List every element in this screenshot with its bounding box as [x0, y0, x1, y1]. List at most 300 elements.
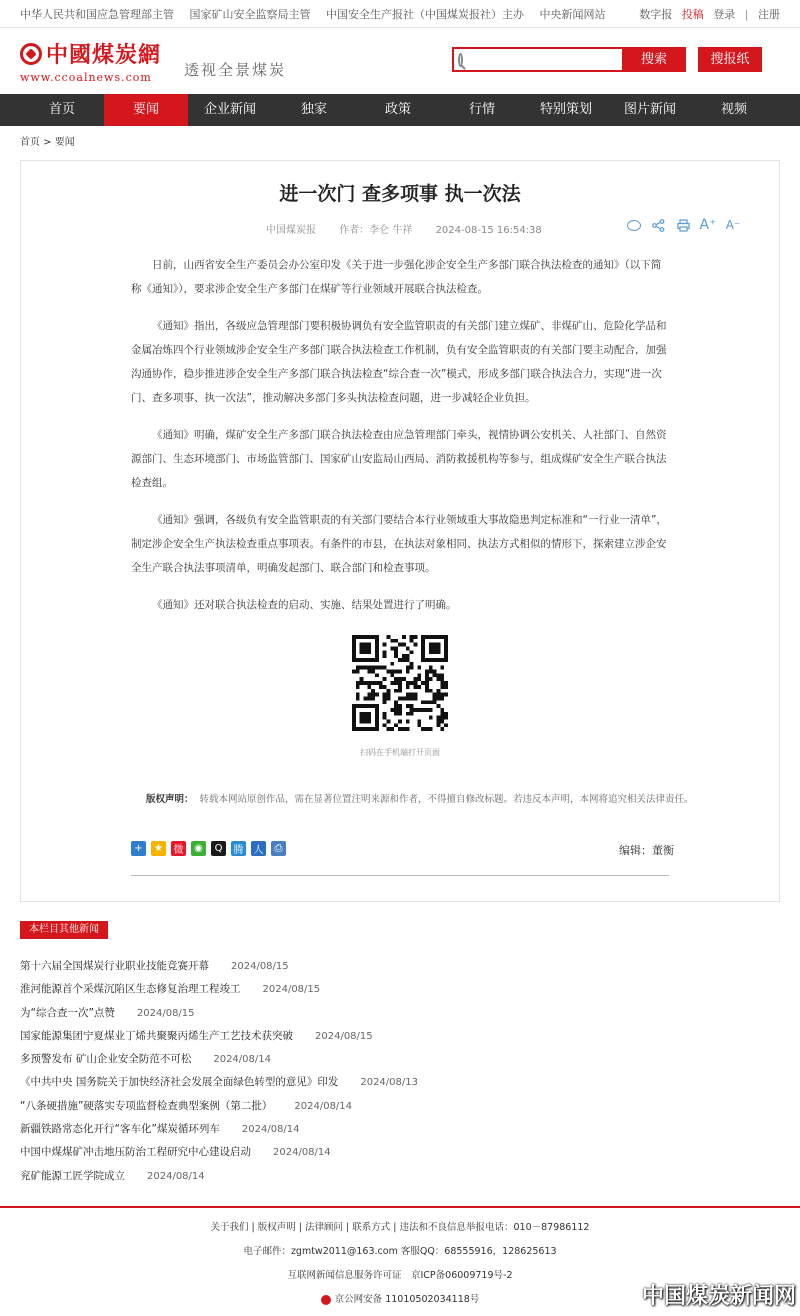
qr-module	[444, 635, 448, 639]
search-icon	[458, 53, 463, 67]
qr-module	[421, 654, 425, 658]
qr-module	[440, 727, 444, 731]
print-icon[interactable]: ⎙	[271, 841, 286, 856]
nav-exclusive[interactable]: 独家	[300, 102, 327, 117]
qr-module	[371, 670, 375, 674]
qr-module	[421, 647, 425, 651]
qr-module	[406, 654, 410, 658]
search-field	[452, 47, 622, 72]
qr-module	[394, 700, 398, 704]
qr-module	[444, 654, 448, 658]
watermark: 中国煤炭新闻网	[641, 1283, 796, 1309]
qr-module	[356, 635, 360, 639]
qr-module	[352, 712, 356, 716]
qr-module	[425, 670, 429, 674]
qr-module	[375, 716, 379, 720]
related-item-title[interactable]: 兖矿能源工匠学院成立	[20, 1169, 125, 1182]
qr-module	[394, 639, 398, 643]
footer-contact: 电子邮件：zgmtw2011@163.com 客服QQ：68555916，128625613	[243, 1246, 557, 1257]
qr-module	[356, 693, 360, 697]
qr-module	[375, 727, 379, 731]
qr-module	[406, 704, 410, 708]
qr-module	[367, 658, 371, 662]
qr-module	[436, 723, 440, 727]
qr-module	[421, 650, 425, 654]
search-button[interactable]: 搜索	[622, 47, 686, 72]
qr-module	[417, 666, 421, 670]
qr-module	[360, 716, 364, 720]
qr-module	[398, 643, 402, 647]
search-paper-button[interactable]: 搜报纸	[698, 47, 762, 72]
qr-module	[375, 693, 379, 697]
qr-module	[352, 670, 356, 674]
qr-module	[356, 670, 360, 674]
search-input[interactable]	[467, 49, 622, 70]
qr-module	[398, 712, 402, 716]
qr-module	[421, 708, 425, 712]
search-bar	[452, 47, 686, 72]
qr-module	[367, 643, 371, 647]
nav-enterprise-news[interactable]: 企业新闻	[203, 102, 256, 117]
qr-module	[413, 681, 417, 685]
logo-url: www.ccoalnews.com	[20, 71, 152, 84]
qr-module	[421, 639, 425, 643]
qr-module	[398, 689, 402, 693]
qr-module	[410, 704, 414, 708]
footer-links[interactable]: 关于我们 | 版权声明 | 法律顾问 | 联系方式 | 违法和不良信息举报电话：010－87986112	[210, 1222, 590, 1233]
qr-module	[425, 658, 429, 662]
submit-link[interactable]: 投稿	[681, 7, 704, 21]
qr-module	[387, 693, 391, 697]
qr-module	[375, 666, 379, 670]
qr-module	[440, 666, 444, 670]
qr-module	[406, 693, 410, 697]
related-item-date: 2024/08/15	[231, 961, 289, 972]
qr-module	[379, 666, 383, 670]
qr-module	[383, 666, 387, 670]
qr-module	[429, 689, 433, 693]
qr-module	[440, 708, 444, 712]
qr-module	[352, 639, 356, 643]
list-item[interactable]	[20, 1118, 780, 1141]
qr-module	[440, 635, 444, 639]
qr-module	[375, 643, 379, 647]
article-paragraph: 《通知》指出，各级应急管理部门要积极协调负有安全监管职责的有关部门建立煤矿、非煤矿山、危险化学品和金属冶炼四个行业领域涉企安全生产多部门联合执法检查工作机制，负有安全监管职责的有关部门要主动配合，加强沟通协作，稳步推进涉企安全生产多部门联合执法检查“综合查一次”模式，形成多部门联合执法合力，实现“进一次门、查多项事、执一次法”，推动解决多部门多头执法检查问题，进一步减轻企业负担。	[131, 320, 667, 404]
qr-module	[367, 647, 371, 651]
qr-module	[398, 681, 402, 685]
qr-module	[398, 708, 402, 712]
qr-module	[436, 643, 440, 647]
qr-module	[383, 723, 387, 727]
qr-module	[421, 681, 425, 685]
qr-module	[429, 643, 433, 647]
related-item-title[interactable]: 为“综合查一次”点赞	[20, 1006, 115, 1019]
qr-module	[413, 696, 417, 700]
qr-module	[390, 673, 394, 677]
list-item[interactable]	[20, 1141, 780, 1164]
qr-module	[402, 635, 406, 639]
qr-module	[425, 727, 429, 731]
qr-module	[390, 647, 394, 651]
qr-module	[394, 681, 398, 685]
qr-module	[406, 696, 410, 700]
qr-module	[375, 654, 379, 658]
qr-module	[444, 693, 448, 697]
qr-module	[390, 670, 394, 674]
qr-module	[425, 635, 429, 639]
qr-module	[364, 681, 368, 685]
qr-module	[394, 704, 398, 708]
article-editor: 编辑：董衡	[619, 844, 674, 857]
qr-module	[356, 696, 360, 700]
qr-module	[375, 723, 379, 727]
qr-module	[398, 685, 402, 689]
qr-module	[433, 647, 437, 651]
qr-module	[360, 719, 364, 723]
qr-module	[398, 704, 402, 708]
qr-module	[375, 673, 379, 677]
share-icon[interactable]	[650, 217, 666, 233]
top-links	[20, 6, 618, 22]
qr-module	[356, 658, 360, 662]
related-item-date: 2024/08/14	[273, 1147, 331, 1159]
qr-module	[394, 654, 398, 658]
share-bar	[131, 841, 291, 856]
qr-module	[371, 696, 375, 700]
qr-module	[413, 635, 417, 639]
qr-module	[417, 677, 421, 681]
qr-module	[421, 727, 425, 731]
qr-module	[417, 708, 421, 712]
nav-market[interactable]: 行情	[468, 102, 495, 117]
font-decrease-icon[interactable]: A⁻	[725, 218, 741, 232]
qr-module	[352, 708, 356, 712]
qr-module	[440, 658, 444, 662]
qr-module	[394, 708, 398, 712]
digital-paper-link[interactable]: 数字报	[639, 7, 673, 21]
list-item[interactable]	[20, 1025, 780, 1048]
qr-module	[436, 658, 440, 662]
qr-module	[371, 693, 375, 697]
list-item[interactable]	[20, 1095, 780, 1118]
list-item[interactable]	[20, 1071, 780, 1094]
article-source: 中国煤炭报	[266, 225, 316, 236]
qr-module	[410, 639, 414, 643]
qr-module	[410, 712, 414, 716]
qr-module	[440, 719, 444, 723]
qr-module	[364, 650, 368, 654]
qr-module	[371, 704, 375, 708]
qr-module	[371, 689, 375, 693]
qr-module	[379, 681, 383, 685]
comment-icon[interactable]	[627, 220, 641, 231]
related-item-title[interactable]: “八条硬措施”硬落实专项监督检查典型案例（第二批）	[20, 1099, 273, 1112]
qr-module	[429, 666, 433, 670]
qr-module	[413, 708, 417, 712]
qr-module	[444, 647, 448, 651]
qr-module	[402, 654, 406, 658]
qr-module	[444, 650, 448, 654]
qr-module	[390, 639, 394, 643]
weibo-icon[interactable]: 微	[171, 841, 186, 856]
qr-module	[398, 727, 402, 731]
qr-module	[444, 723, 448, 727]
qr-module	[440, 712, 444, 716]
qr-caption: 扫码在手机端打开页面	[360, 748, 440, 757]
qr-module	[433, 693, 437, 697]
qr-module	[394, 677, 398, 681]
qr-module	[406, 685, 410, 689]
related-item-title[interactable]: 新疆铁路常态化开行“客车化”煤炭循环列车	[20, 1123, 220, 1136]
qr-module	[375, 712, 379, 716]
qr-module	[383, 700, 387, 704]
qr-module	[433, 658, 437, 662]
qr-module	[440, 677, 444, 681]
related-item-title[interactable]: 国家能源集团宁夏煤业丁烯共聚聚丙烯生产工艺技术获突破	[20, 1029, 293, 1042]
article-body	[131, 253, 671, 630]
qr-module	[371, 658, 375, 662]
qr-module	[375, 639, 379, 643]
qr-module	[387, 670, 391, 674]
related-item-date: 2024/08/14	[294, 1100, 353, 1112]
qr-module	[364, 716, 368, 720]
qr-module	[436, 647, 440, 651]
related-item-title[interactable]: 第十六届全国煤炭行业职业技能竞赛开幕	[20, 960, 209, 972]
print-icon[interactable]	[675, 217, 691, 233]
qr-module	[410, 666, 414, 670]
qr-module	[387, 635, 391, 639]
qr-module	[429, 677, 433, 681]
qr-module	[413, 643, 417, 647]
related-item-date: 2024/08/14	[147, 1170, 205, 1182]
qr-module	[367, 693, 371, 697]
qr-module	[413, 685, 417, 689]
qr-module	[375, 719, 379, 723]
qr-module	[352, 704, 356, 708]
related-item-date: 2024/08/13	[360, 1077, 418, 1089]
qr-module	[410, 693, 414, 697]
qr-module	[425, 681, 429, 685]
article-tools	[627, 217, 750, 233]
qr-module	[390, 727, 394, 731]
copyright-label: 版权声明：	[146, 794, 194, 805]
qr-module	[364, 635, 368, 639]
qr-code	[352, 635, 448, 731]
qr-module	[367, 681, 371, 685]
qr-module	[367, 650, 371, 654]
qr-module	[364, 719, 368, 723]
nav-video[interactable]: 视频	[720, 102, 747, 117]
qr-module	[383, 650, 387, 654]
list-item[interactable]	[20, 1002, 780, 1025]
qr-module	[367, 704, 371, 708]
qr-module	[413, 677, 417, 681]
qr-module	[360, 650, 364, 654]
qr-module	[398, 677, 402, 681]
qzone-icon[interactable]: ★	[151, 841, 166, 856]
list-item[interactable]	[20, 978, 780, 1001]
qr-module	[444, 639, 448, 643]
qr-module	[429, 658, 433, 662]
qr-module	[433, 696, 437, 700]
nav-special[interactable]: 特别策划	[539, 102, 592, 117]
register-link[interactable]: 注册	[758, 7, 780, 21]
qr-module	[429, 727, 433, 731]
logo-emblem-icon	[20, 43, 42, 65]
qr-module	[394, 650, 398, 654]
login-link[interactable]: 登录	[713, 7, 736, 21]
qr-module	[367, 727, 371, 731]
article-box	[20, 160, 780, 902]
related-item-title[interactable]: 中国中煤煤矿冲击地压防治工程研究中心建设启动	[20, 1146, 251, 1159]
article-time: 2024-08-15 16:54:38	[435, 225, 542, 236]
qr-module	[402, 658, 406, 662]
qr-module	[421, 643, 425, 647]
qr-module	[375, 635, 379, 639]
qr-module	[352, 650, 356, 654]
site-slogan: 透视全景煤炭	[184, 60, 287, 79]
qr-module	[398, 658, 402, 662]
breadcrumb-current[interactable]: 要闻	[54, 137, 75, 148]
renren-icon[interactable]: 人	[251, 841, 266, 856]
list-item[interactable]	[20, 1048, 780, 1071]
qr-module	[406, 670, 410, 674]
qr-module	[367, 635, 371, 639]
qr-module	[352, 727, 356, 731]
qr-module	[429, 647, 433, 651]
qr-module	[410, 650, 414, 654]
qr-module	[387, 719, 391, 723]
qr-module	[352, 635, 356, 639]
qr-module	[352, 723, 356, 727]
nav-home[interactable]: 首页	[48, 102, 75, 117]
qr-module	[371, 681, 375, 685]
qr-module	[352, 658, 356, 662]
qr-module	[375, 681, 379, 685]
related-item-date: 2024/08/15	[136, 1007, 195, 1019]
related-item-date: 2024/08/14	[213, 1054, 271, 1066]
qr-module	[371, 727, 375, 731]
qr-module	[383, 643, 387, 647]
qr-module	[371, 666, 375, 670]
qr-module	[383, 693, 387, 697]
qr-module	[375, 658, 379, 662]
qr-module	[425, 685, 429, 689]
qr-module	[410, 681, 414, 685]
share-more-icon[interactable]: +	[131, 841, 146, 856]
qr-module	[421, 635, 425, 639]
qr-module	[429, 708, 433, 712]
qr-module	[440, 716, 444, 720]
qr-module	[367, 666, 371, 670]
top-link-central-news[interactable]: 中央新闻网站	[539, 7, 606, 21]
tencent-weibo-icon[interactable]: 腾	[231, 841, 246, 856]
qr-module	[444, 643, 448, 647]
qr-module	[352, 643, 356, 647]
qr-module	[433, 700, 437, 704]
divider: |	[744, 7, 749, 21]
top-link-publisher[interactable]: 中国安全生产报社（中国煤炭报社）主办	[326, 7, 524, 21]
qr-module	[436, 689, 440, 693]
footer-police-text: 京公网安备 11010502034118号	[334, 1294, 480, 1305]
qr-module	[436, 673, 440, 677]
qr-module	[436, 704, 440, 708]
list-item[interactable]	[20, 955, 780, 978]
related-item-title[interactable]: 《中共中央 国务院关于加快经济社会发展全面绿色转型的意见》印发	[20, 1076, 339, 1089]
qr-module	[402, 696, 406, 700]
qr-module	[390, 662, 394, 666]
nav-photo-news[interactable]: 图片新闻	[623, 102, 676, 117]
qr-module	[394, 712, 398, 716]
qr-module	[360, 677, 364, 681]
qr-module	[364, 727, 368, 731]
breadcrumb-home[interactable]: 首页	[20, 137, 40, 148]
qr-module	[394, 670, 398, 674]
article-paragraph: 《通知》还对联合执法检查的启动、实施、结果处置进行了明确。	[152, 599, 457, 611]
related-heading: 本栏目其他新闻	[20, 921, 108, 939]
qr-module	[406, 658, 410, 662]
wechat-icon[interactable]: ◉	[191, 841, 206, 856]
qr-module	[429, 716, 433, 720]
nav-policy[interactable]: 政策	[384, 102, 411, 117]
qr-module	[383, 696, 387, 700]
font-increase-icon[interactable]: A⁺	[699, 217, 717, 233]
article-paragraph: 日前，山西省安全生产委员会办公室印发《关于进一步强化涉企安全生产多部门联合执法检查的通知》（以下简称《通知》），要求涉企安全生产多部门在煤矿等行业领域开展联合执法检查。	[131, 259, 662, 295]
qr-module	[406, 681, 410, 685]
qr-module	[433, 643, 437, 647]
article-title: 进一次门 查多项事 执一次法	[279, 183, 521, 205]
qr-module	[436, 677, 440, 681]
qr-module	[352, 647, 356, 651]
related-item-date: 2024/08/15	[262, 984, 321, 996]
qr-module	[417, 685, 421, 689]
top-link-ministry[interactable]: 中华人民共和国应急管理部主管	[20, 7, 174, 21]
list-item[interactable]	[20, 1165, 780, 1188]
qr-module	[402, 677, 406, 681]
qr-module	[394, 689, 398, 693]
qr-module	[433, 635, 437, 639]
qr-module	[444, 716, 448, 720]
qr-module	[371, 635, 375, 639]
qr-module	[364, 712, 368, 716]
qr-module	[356, 704, 360, 708]
related-item-date: 2024/08/15	[315, 1030, 373, 1042]
qr-module	[440, 693, 444, 697]
top-link-mine-safety[interactable]: 国家矿山安全监察局主管	[189, 7, 311, 21]
related-item-title[interactable]: 淮河能源首个采煤沉陷区生态修复治理工程竣工	[20, 983, 241, 996]
site-logo[interactable]	[20, 38, 170, 84]
qr-module	[367, 670, 371, 674]
qr-module	[421, 700, 425, 704]
qr-module	[444, 658, 448, 662]
related-item-date: 2024/08/14	[241, 1124, 300, 1136]
qr-module	[356, 685, 360, 689]
qr-module	[425, 677, 429, 681]
related-item-title[interactable]: 多预警发布 矿山企业安全防范不可松	[20, 1053, 192, 1066]
qr-module	[367, 685, 371, 689]
copyright-notice	[146, 791, 694, 805]
qq-icon[interactable]: Q	[211, 841, 226, 856]
related-list	[20, 955, 780, 1188]
qr-module	[352, 716, 356, 720]
qr-module	[387, 696, 391, 700]
qr-module	[425, 673, 429, 677]
footer-license[interactable]: 互联网新闻信息服务许可证 京ICP备06009719号-2	[287, 1270, 513, 1281]
nav-headlines[interactable]: 要闻	[104, 94, 188, 126]
qr-module	[364, 658, 368, 662]
qr-module	[421, 658, 425, 662]
qr-module	[417, 673, 421, 677]
